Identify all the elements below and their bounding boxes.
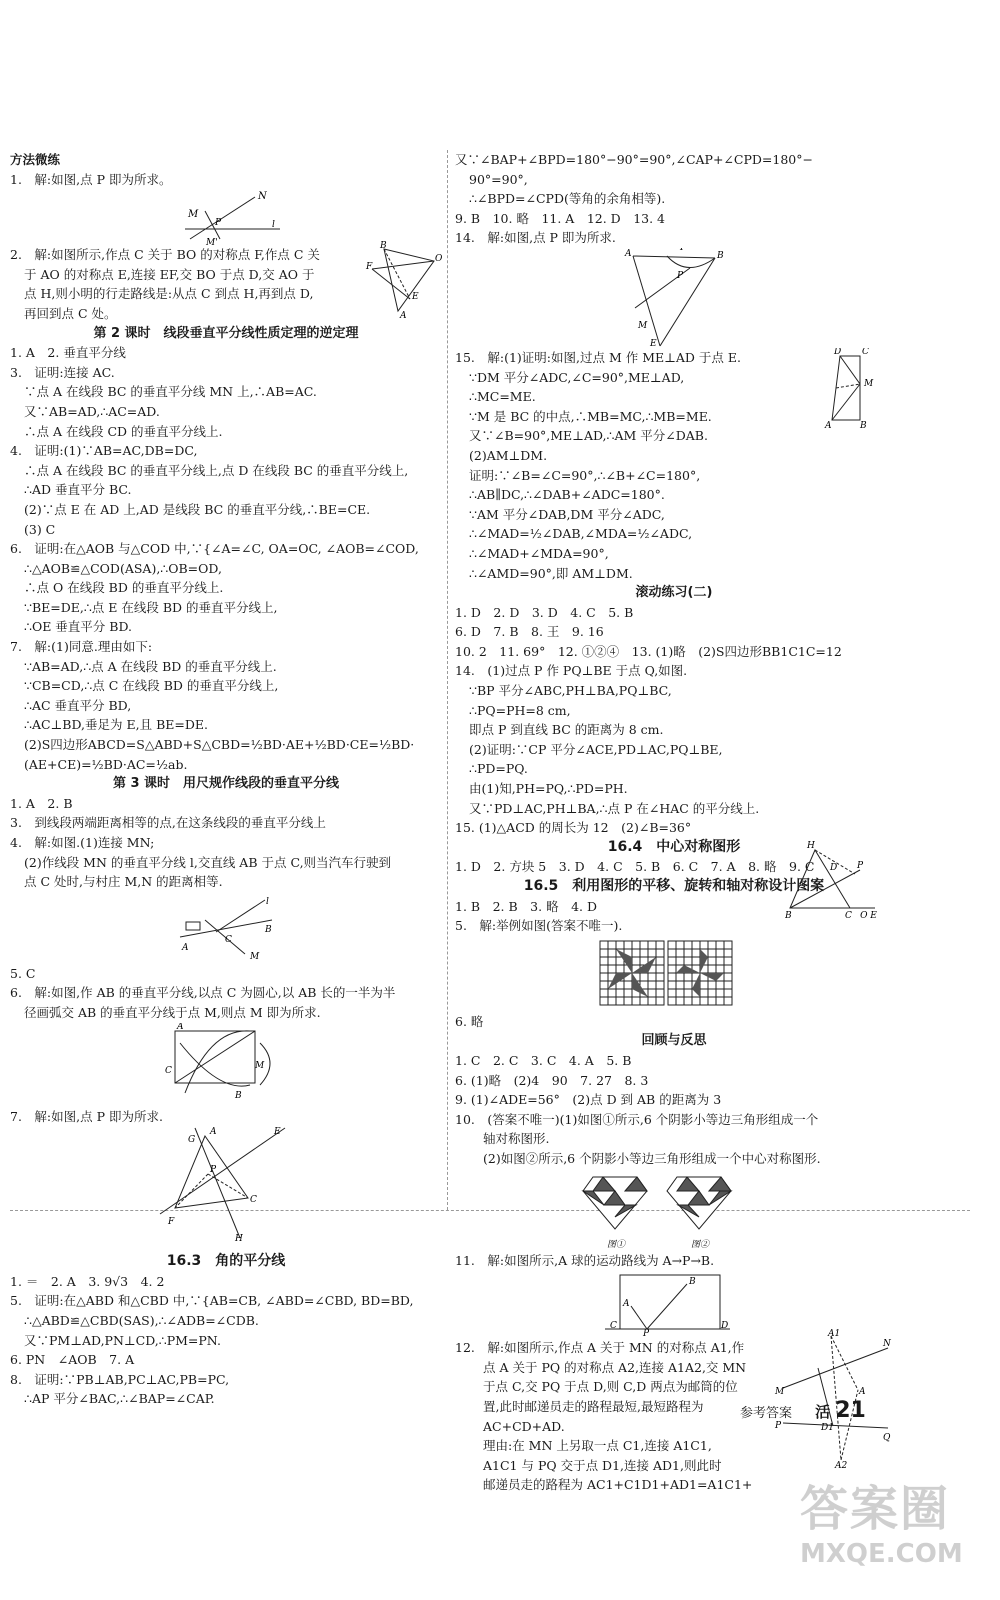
text-line: ∴点 A 在线段 BC 的垂直平分线上,点 D 在线段 BC 的垂直平分线上,: [24, 462, 409, 478]
section-heading: 第 3 课时 用尺规作线段的垂直平分线: [112, 776, 340, 792]
svg-text:D: D: [721, 1321, 729, 1332]
svg-text:P: P: [643, 1329, 650, 1339]
text-line: 90°=90°,: [469, 171, 528, 187]
text-line: 15. 解:(1)证明:如图,过点 M 作 ME⊥AD 于点 E.: [455, 349, 741, 365]
fig1-caption: 图①: [607, 1239, 626, 1250]
text-line: ∴PD=PQ.: [469, 761, 528, 777]
text-line: 点 A 关于 PQ 的对称点 A2,连接 A1A2,交 MN: [483, 1359, 747, 1375]
text-line: 又∵AB=AD,∴AC=AD.: [24, 403, 160, 419]
svg-text:l: l: [272, 220, 275, 231]
text-line: 9. (1)∠ADE=56° (2)点 D 到 AB 的距离为 3: [455, 1092, 722, 1108]
text-line: (3) C: [24, 521, 56, 537]
text-line: 又∵PD⊥AC,PH⊥BA,∴点 P 在∠HAC 的平分线上.: [469, 800, 760, 816]
svg-text:M: M: [775, 1387, 785, 1398]
svg-text:Q E: Q E: [860, 910, 877, 918]
text-line: ∴∠MAD+∠MDA=90°,: [469, 545, 609, 561]
figure-l1: [10, 189, 442, 245]
footer-brand: 活: [815, 1403, 831, 1421]
figure-r2-svg: [820, 348, 890, 428]
text-line: 又∵∠BAP+∠BPD=180°−90°=90°,∠CAP+∠CPD=180°−: [455, 152, 813, 167]
svg-text:l: l: [266, 896, 269, 907]
svg-text:M: M: [250, 951, 260, 962]
svg-text:B: B: [689, 1277, 696, 1288]
block: [10, 1252, 442, 1409]
text-line: (AE+CE)=½BD·AC=½ab.: [24, 756, 188, 772]
text-line: 6. 略: [455, 1013, 484, 1029]
svg-text:N: N: [258, 191, 267, 203]
svg-text:Q: Q: [883, 1433, 891, 1444]
text-line: 3. 到线段两端距离相等的点,在这条线段的垂直平分线上: [10, 815, 326, 831]
figure-l5: [10, 1126, 442, 1242]
text-line: 2. 解:如图所示,作点 C 关于 BO 的对称点 F,作点 C 关: [10, 247, 320, 263]
text-line: ∴OE 垂直平分 BD.: [24, 619, 133, 635]
text-line: 又∵PM⊥AD,PN⊥CD,∴PM=PN.: [24, 1332, 221, 1348]
text-line: 即点 P 到直线 BC 的距离为 8 cm.: [469, 722, 664, 738]
text-line: 1. C 2. C 3. C 4. A 5. B: [455, 1052, 632, 1068]
text-line: ∴PQ=PH=8 cm,: [469, 702, 571, 718]
text-line: A1C1 与 PQ 交于点 D1,连接 AD1,则此时: [483, 1457, 722, 1473]
text-line: 邮递员走的路程为 AC1+C1D1+AD1=A1C1+: [483, 1477, 753, 1493]
right-column: [455, 150, 893, 1495]
svg-text:P: P: [215, 218, 222, 229]
text-line: 轴对称图形.: [483, 1131, 550, 1147]
text-line: 6. 证明:在△AOB 与△COD 中,∵{∠A=∠C, OA=OC, ∠AOB=∠COD,: [10, 541, 419, 557]
text-line: 3. 证明:连接 AC.: [10, 364, 115, 380]
figure-r5: [455, 1169, 893, 1251]
text-line: ∴点 O 在线段 BD 的垂直平分线上.: [24, 580, 224, 596]
text-line: ∴MC=ME.: [469, 389, 536, 405]
text-line: 14. 解:如图,点 P 即为所求.: [455, 230, 616, 246]
svg-text:D1: D1: [821, 1423, 834, 1434]
text-line: 7. 解:如图,点 P 即为所求.: [10, 1108, 163, 1124]
svg-text:O: O: [435, 254, 442, 265]
svg-text:D: D: [830, 862, 838, 873]
svg-text:A1: A1: [828, 1329, 841, 1340]
block: [455, 1012, 893, 1169]
svg-text:P: P: [775, 1421, 782, 1432]
text-line: 方法微练: [10, 152, 61, 167]
svg-text:A: A: [825, 420, 832, 428]
text-line: 径画弧交 AB 的垂直平分线于点 M,则点 M 即为所求.: [24, 1004, 321, 1020]
text-line: 11. 解:如图所示,A 球的运动路线为 A→P→B.: [455, 1252, 715, 1268]
svg-text:H: H: [235, 1234, 243, 1243]
svg-text:C: C: [250, 1195, 257, 1206]
svg-text:N: N: [883, 1339, 891, 1350]
section-heading: 16.5 利用图形的平移、旋转和轴对称设计图案: [523, 878, 825, 894]
page-number: 21: [835, 1398, 866, 1423]
text-line: AC+CD+AD.: [483, 1418, 565, 1434]
text-line: 置,此时邮递员走的路程最短,最短路程为: [483, 1398, 704, 1414]
svg-text:C: C: [845, 910, 852, 918]
block: [10, 964, 442, 1023]
text-line: 6. 解:如图,作 AB 的垂直平分线,以点 C 为圆心,以 AB 长的一半为半: [10, 985, 396, 1001]
svg-text:F: F: [680, 247, 687, 253]
block: [455, 1251, 893, 1271]
fig2-caption: 图②: [691, 1239, 710, 1250]
block: [10, 150, 442, 189]
svg-text:E: E: [412, 292, 419, 303]
text-line: 7. 解:(1)同意.理由如下:: [10, 639, 153, 655]
footer-label: 参考答案: [740, 1406, 793, 1421]
text-line: ∴∠MAD=½∠DAB,∠MDA=½∠ADC,: [469, 526, 693, 542]
svg-text:P: P: [677, 270, 684, 281]
svg-text:P: P: [857, 860, 864, 871]
text-line: 4. 证明:(1)∵AB=AC,DB=DC,: [10, 443, 198, 459]
text-line: ∴∠BPD=∠CPD(等角的余角相等).: [469, 191, 666, 207]
text-line: 5. 证明:在△ABD 和△CBD 中,∵{AB=CB, ∠ABD=∠CBD, BD=BD,: [10, 1293, 414, 1309]
text-line: ∴AC 垂直平分 BD,: [24, 697, 132, 713]
svg-text:A2: A2: [835, 1461, 848, 1469]
text-line: ∴△ABD≌△CBD(SAS),∴∠ADB=∠CDB.: [24, 1312, 259, 1328]
svg-text:B: B: [380, 241, 387, 252]
text-line: ∵AM 平分∠DAB,DM 平分∠ADC,: [469, 506, 665, 522]
text-line: ∵M 是 BC 的中点,∴MB=MC,∴MB=ME.: [469, 408, 712, 424]
text-line: 1. 解:如图,点 P 即为所求。: [10, 171, 172, 187]
svg-text:A: A: [859, 1387, 866, 1398]
block: [10, 1107, 442, 1127]
text-line: ∵BE=DE,∴点 E 在线段 BD 的垂直平分线上,: [24, 599, 278, 615]
text-line: 6. (1)略 (2)4 90 7. 27 8. 3: [455, 1072, 649, 1088]
text-line: 1. B 2. B 3. 略 4. D: [455, 898, 597, 914]
svg-text:A: A: [625, 248, 632, 259]
figure-l3: [10, 892, 442, 964]
svg-text:B: B: [785, 910, 792, 918]
text-line: 再回到点 C 处。: [24, 305, 117, 321]
section-heading: 16.3 角的平分线: [166, 1253, 286, 1270]
svg-text:G: G: [188, 1135, 196, 1146]
text-line: 6. PN ∠AOB 7. A: [10, 1352, 135, 1368]
text-line: 1. A 2. B: [10, 795, 73, 811]
watermark-url: MXQE.COM: [800, 1539, 963, 1569]
text-line: (2)证明:∵CP 平分∠ACE,PD⊥AC,PQ⊥BE,: [469, 741, 723, 757]
figure-r4: [455, 936, 893, 1012]
svg-text:A: A: [623, 1299, 630, 1310]
left-column: [10, 150, 442, 1409]
text-line: ∴AP 平分∠BAC,∴∠BAP=∠CAP.: [24, 1391, 215, 1407]
text-line: 又∵∠B=90°,ME⊥AD,∴AM 平分∠DAB.: [469, 428, 708, 444]
figure-r4-svg: [455, 936, 893, 1012]
text-line: 9. B 10. 略 11. A 12. D 13. 4: [455, 210, 665, 226]
text-line: 10. 2 11. 69° 12. ①②④ 13. (1)略 (2)S四边形BB1C1C=12: [455, 643, 842, 659]
text-line: (2)作线段 MN 的垂直平分线 l,交直线 AB 于点 C,则当汽车行驶到: [24, 854, 392, 870]
text-line: ∵BP 平分∠ABC,PH⊥BA,PQ⊥BC,: [469, 683, 672, 699]
text-line: 1. ＝ 2. A 3. 9√3 4. 2: [10, 1273, 165, 1289]
text-line: ∴AD 垂直平分 BC.: [24, 482, 132, 498]
text-line: 4. 解:如图.(1)连接 MN;: [10, 835, 155, 850]
figure-r1: [455, 248, 893, 348]
text-line: 1. D 2. 方块 5 3. D 4. C 5. B 6. C 7. A 8. 略 9. C: [455, 859, 815, 875]
figure-r1-svg: [455, 248, 893, 348]
svg-text:D: D: [834, 347, 842, 357]
figure-l5-svg: [10, 1126, 440, 1242]
text-line: 1. D 2. D 3. D 4. C 5. B: [455, 604, 634, 620]
text-line: 8. 证明:∵PB⊥AB,PC⊥AC,PB=PC,: [10, 1371, 230, 1387]
text-line: ∵CB=CD,∴点 C 在线段 BD 的垂直平分线上,: [24, 678, 279, 694]
text-line: 1. A 2. 垂直平分线: [10, 345, 126, 361]
svg-text:M: M: [255, 1060, 265, 1071]
figure-l3-svg: [10, 892, 440, 964]
svg-text:A: A: [210, 1127, 217, 1138]
section-heading: 第 2 课时 线段垂直平分线性质定理的逆定理: [93, 325, 359, 341]
text-line: 5. 解:举例如图(答案不唯一).: [455, 918, 623, 934]
svg-text:B: B: [717, 250, 724, 261]
section-heading: 16.4 中心对称图形: [607, 838, 741, 855]
svg-text:F: F: [366, 262, 373, 273]
svg-text:H: H: [807, 840, 815, 851]
section-heading: 回顾与反思: [641, 1033, 707, 1049]
svg-text:C: C: [225, 934, 232, 945]
figure-l1-svg: [10, 189, 440, 245]
figure-l4-svg: [10, 1023, 440, 1107]
text-line: 证明:∵∠B=∠C=90°,∴∠B+∠C=180°,: [469, 467, 701, 483]
figure-l4: [10, 1023, 442, 1107]
text-line: ∵DM 平分∠ADC,∠C=90°,ME⊥AD,: [469, 369, 685, 385]
svg-text:A: A: [177, 1022, 184, 1032]
text-line: (2)∵点 E 在 AD 上,AD 是线段 BC 的垂直平分线,∴BE=CE.: [24, 501, 371, 517]
text-line: 10. (答案不唯一)(1)如图①所示,6 个阴影小等边三角形组成一个: [455, 1111, 819, 1127]
text-line: 5. C: [10, 965, 36, 981]
text-line: (2)如图②所示,6 个阴影小等边三角形组成一个中心对称图形.: [483, 1150, 821, 1166]
column-divider: [447, 150, 448, 1210]
text-line: ∴AC⊥BD,垂足为 E,且 BE=DE.: [24, 717, 208, 733]
text-line: ∴△AOB≌△COD(ASA),∴OB=OD,: [24, 560, 222, 576]
svg-text:C: C: [610, 1321, 617, 1332]
svg-text:B: B: [235, 1090, 242, 1101]
svg-text:B: B: [860, 420, 867, 428]
text-line: 由(1)知,PH=PQ,∴PD=PH.: [469, 781, 628, 797]
figure-r5-svg: [455, 1169, 893, 1251]
text-line: 点 C 处时,与村庄 M,N 的距离相等.: [24, 874, 223, 890]
svg-text:A: A: [400, 311, 407, 320]
text-line: 15. (1)△ACD 的周长为 12 (2)∠B=36°: [455, 820, 692, 836]
watermark: [800, 1470, 990, 1590]
svg-text:M': M': [206, 238, 218, 246]
text-line: (2)AM⊥DM.: [469, 447, 548, 463]
text-line: 于 AO 的对称点 E,连接 EF,交 BO 于点 D,交 AO 于: [24, 266, 315, 282]
figure-r3-svg: [785, 838, 885, 918]
text-line: 于点 C,交 PQ 于点 D,则 C,D 两点为邮筒的位: [483, 1379, 738, 1395]
text-line: 点 H,则小明的行走路线是:从点 C 到点 H,再到点 D,: [24, 286, 314, 302]
text-line: ∴AB∥DC,∴∠DAB+∠ADC=180°.: [469, 487, 665, 503]
svg-text:M: M: [864, 378, 874, 389]
block: [455, 150, 893, 248]
svg-text:M: M: [638, 320, 648, 331]
svg-text:F: F: [168, 1217, 175, 1228]
text-line: ∴∠AMD=90°,即 AM⊥DM.: [469, 565, 633, 581]
text-line: 6. D 7. B 8. 王 9. 16: [455, 624, 604, 640]
text-line: ∴点 A 在线段 CD 的垂直平分线上.: [24, 423, 223, 439]
text-line: 12. 解:如图所示,作点 A 关于 MN 的对称点 A1,作: [455, 1340, 745, 1356]
svg-text:B: B: [265, 924, 272, 935]
svg-text:C: C: [165, 1065, 172, 1076]
text-line: ∵点 A 在线段 BC 的垂直平分线 MN 上,∴AB=AC.: [24, 384, 317, 400]
svg-text:M: M: [188, 209, 199, 221]
svg-text:P: P: [210, 1165, 217, 1176]
text-line: 14. (1)过点 P 作 PQ⊥BE 于点 Q,如图.: [455, 663, 688, 679]
page-footer: [740, 1398, 866, 1423]
figure-l2-svg: [362, 239, 442, 319]
section-heading: 滚动练习(二): [635, 585, 713, 601]
block: [10, 245, 442, 892]
text-line: ∵AB=AD,∴点 A 在线段 BD 的垂直平分线上.: [24, 658, 277, 674]
svg-text:C: C: [862, 347, 869, 357]
svg-text:E: E: [650, 338, 657, 348]
text-line: (2)S四边形ABCD=S△ABD+S△CBD=½BD·AE+½BD·CE=½BD·: [24, 737, 415, 753]
watermark-logo: 答案圈: [800, 1481, 951, 1537]
svg-text:A: A: [182, 942, 189, 953]
text-line: 理由:在 MN 上另取一点 C1,连接 A1C1,: [483, 1438, 712, 1454]
svg-text:E: E: [274, 1127, 281, 1138]
